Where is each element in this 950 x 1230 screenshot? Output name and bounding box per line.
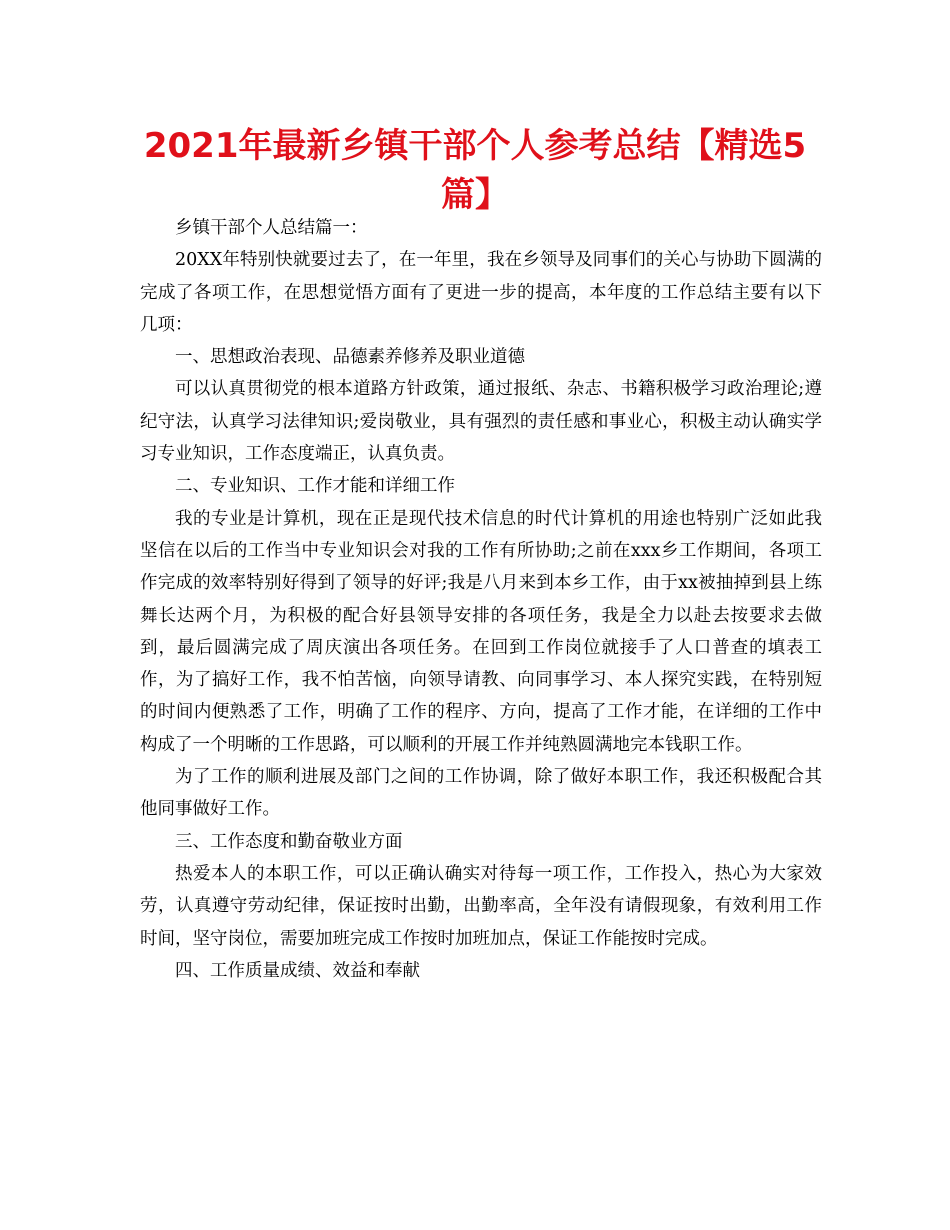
section-heading: 二、专业知识、工作才能和详细工作 <box>175 476 455 497</box>
section-heading: 四、工作质量成绩、效益和奉献 <box>175 960 420 981</box>
document-title: 2021年最新乡镇干部个人参考总结【精选5篇】 <box>143 126 807 215</box>
section-heading: 一、思想政治表现、品德素养修养及职业道德 <box>175 347 525 368</box>
section-heading-part-one: 乡镇干部个人总结篇一： <box>175 218 368 238</box>
body-paragraph: 可以认真贯彻党的根本道路方针政策，通过报纸、杂志、书籍积极学习政治理论;遵纪守法，认真学习法律知识;爱岗敬业，具有强烈的责任感和事业心，积极主动认确实学习专业知识，工作态度端正，认真负责。 <box>140 379 822 465</box>
section-heading: 三、工作态度和勤奋敬业方面 <box>175 831 403 852</box>
document-body <box>140 212 822 987</box>
body-paragraph: 为了工作的顺利进展及部门之间的工作协调，除了做好本职工作，我还积极配合其他同事做好工作。 <box>140 767 822 820</box>
body-paragraph: 热爱本人的本职工作，可以正确认确实对待每一项工作，工作投入，热心为大家效劳，认真遵守劳动纪律，保证按时出勤，出勤率高，全年没有请假现象，有效利用工作时间，坚守岗位，需要加班完成工作按时加班加点，保证工作能按时完成。 <box>140 863 822 949</box>
body-paragraph: 我的专业是计算机，现在正是现代技术信息的时代计算机的用途也特别广泛如此我坚信在以后的工作当中专业知识会对我的工作有所协助;之前在xxx乡工作期间，各项工作完成的效率特别好得到了领导的好评;我是八月来到本乡工作，由于xx被抽掉到县上练舞长达两个月，为积极的配合好县领导安排的各项任务，我是全力以赴去按要求去做到，最后圆满完成了周庆演出各项任务。在回到工作岗位就接手了人口普查的填表工作，为了搞好工作，我不怕苦恼，向领导请教、向同事学习、本人探究实践，在特别短的时间内便熟悉了工作，明确了工作的程序、方向，提高了工作才能，在详细的工作中构成了一个明晰的工作思路，可以顺利的开展工作并纯熟圆满地完本钱职工作。 <box>140 508 822 755</box>
body-paragraph: 20XX年特别快就要过去了，在一年里，我在乡领导及同事们的关心与协助下圆满的完成了各项工作，在思想觉悟方面有了更进一步的提高，本年度的工作总结主要有以下几项： <box>140 250 822 335</box>
